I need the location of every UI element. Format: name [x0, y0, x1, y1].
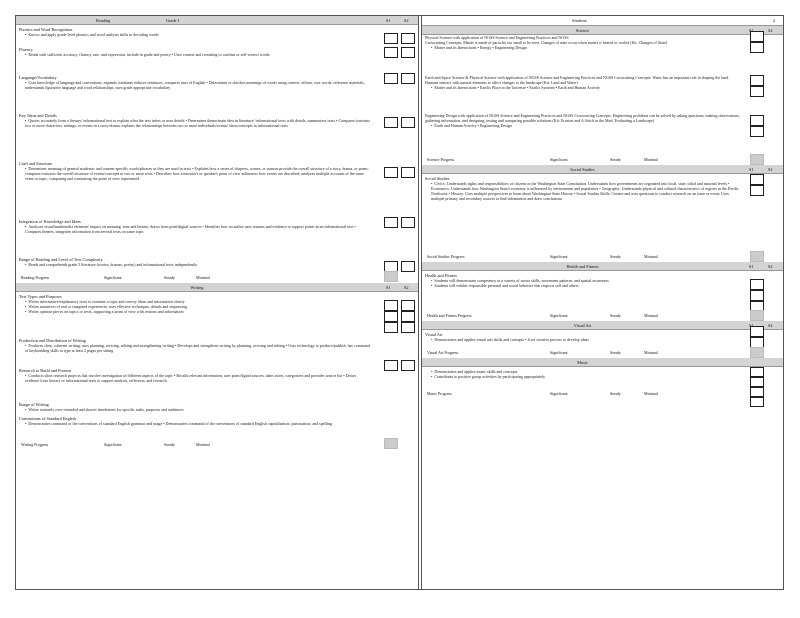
grade-box-s2[interactable] — [750, 42, 764, 53]
section-heading: Health and Fitness — [425, 273, 457, 278]
reading-header — [16, 16, 418, 25]
grade-box-s2[interactable] — [750, 377, 764, 387]
grade-boxes — [384, 217, 418, 228]
grade-boxes — [750, 174, 783, 196]
progress-steady: Steady — [164, 442, 175, 447]
grade-boxes — [384, 47, 418, 58]
progress-minimal: Minimal — [644, 157, 658, 162]
standard-item: • Uses knowledge of language and conventions, expands combines reduces sentences, compares uses of English • Determines or clarifies meanings of words using context, affixes, root words, reference materials, understands figurative language and word relationships, uses grade appropriate vocabulary — [19, 80, 370, 90]
standard-item: • Students will demonstrate competency in a variety of motor skills, movement patterns, and spatial awareness — [425, 278, 743, 283]
standard-item: • Determines meaning of general academic and content-specific words/phrases as they are used in texts • Explains how a series of chapters, scenes, or stanzas provide the overall structure of a story, drama, or poem; compares/contrasts the overall structure of events/concepts in two or more texts • Describes how a narrator's or speaker's point of view influences how events are described; analyzes multiple accounts of the same event or topic, comparing and contrasting the point of view represented — [19, 166, 370, 181]
grade-boxes — [750, 75, 783, 97]
standard-item: • Knows and apply grade-level phonics and word analysis skills in decoding words — [19, 32, 370, 37]
section-heading: Range of Reading and Level of Text Complexity — [19, 257, 103, 262]
grade-box-s1[interactable] — [750, 174, 764, 185]
science-progress-row — [422, 155, 783, 165]
grade-box-s1[interactable] — [384, 167, 398, 178]
health-header — [422, 262, 783, 271]
grade-box-s2[interactable] — [401, 117, 415, 128]
standard-item: • Reads and comprehends grade 5 literature (stories, dramas, poetry) and informational texts independently — [19, 262, 370, 267]
semester-2-label: S2 — [768, 264, 773, 269]
standard-item: • Students will exhibit responsible personal and social behavior that respects self and others — [425, 283, 743, 288]
semester-2-label: S2 — [404, 18, 409, 23]
grade-box-s2[interactable] — [750, 290, 764, 301]
visual-art-title: Visual Art — [573, 323, 592, 328]
grade-box-s1[interactable] — [750, 115, 764, 126]
section-heading: Key Ideas and Details — [19, 113, 57, 118]
grade-box-s2[interactable] — [750, 126, 764, 137]
writing-section — [16, 292, 418, 450]
standard-item: • Contributes to positive group activities by participating appropriately — [425, 374, 743, 379]
reading-section — [16, 25, 418, 283]
progress-box-s2[interactable] — [750, 310, 764, 321]
grade-box-s1[interactable] — [384, 217, 398, 228]
grade-boxes — [750, 31, 783, 53]
student-label: Student: — [572, 18, 588, 23]
progress-label: Science Progress — [427, 157, 455, 162]
semester-1-label: S1 — [386, 18, 391, 23]
science-title: Science — [575, 28, 590, 33]
progress-box-s2[interactable] — [750, 154, 764, 165]
grade-box-s2[interactable] — [401, 300, 415, 311]
grade-box-s1[interactable] — [750, 75, 764, 86]
semester-1-label: S1 — [749, 167, 754, 172]
reading-title: Reading — [96, 18, 111, 23]
progress-box-s2[interactable] — [384, 438, 398, 449]
student-header — [422, 16, 783, 26]
grade-box-s2[interactable] — [401, 261, 415, 272]
standard-item: • Demonstrates and applies music skills and concepts — [425, 369, 743, 374]
semester-2-label: S2 — [768, 323, 773, 328]
music-title: Music — [577, 360, 588, 365]
grade-box-s1[interactable] — [384, 73, 398, 84]
section-heading: Language/Vocabulary — [19, 75, 57, 80]
progress-significant: Significant — [550, 254, 568, 259]
progress-label: Social Studies Progress — [427, 254, 465, 259]
standard-item: • Writes opinion pieces on topics or texts, supporting a point of view with reasons and information — [19, 309, 370, 314]
progress-box-s2[interactable] — [750, 347, 764, 358]
progress-label: Reading Progress — [21, 275, 50, 280]
science-line: Earth and Space Science & Physical Science with application of NGSS Science and Engineering Practices and NGSS Crosscutting Concepts: Water has an important role in shaping the land. Humans interact with natural elements to affect changes to the landscape (Kit: Land and Water) — [425, 75, 729, 85]
semester-1-label: S1 — [386, 285, 391, 290]
grade-box-s1[interactable] — [750, 279, 764, 290]
grade-box-s2[interactable] — [750, 185, 764, 196]
progress-steady: Steady — [610, 391, 621, 396]
science-line: Crosscutting Concepts: Matter is made of particles too small to be seen. Changes of state occur when matter is heated or cooled (Kit: Changes of State) — [425, 40, 668, 45]
standard-item: • Analyzes visual/multimedia elements' impact on meaning, tone and beauty; draws from print/digital sources • Identifies how an author uses reasons and evidence to support points in an informational text • Compares themes, integrates information from several texts on same topic — [19, 224, 370, 234]
semester-2-label: S2 — [768, 167, 773, 172]
visual-art-progress-row — [422, 348, 783, 358]
grade-boxes — [384, 167, 418, 178]
section-heading: Production and Distribution of Writing — [19, 338, 86, 343]
semester-2-label: S2 — [768, 28, 773, 33]
progress-box-s2[interactable] — [384, 271, 398, 282]
grade-box-s1[interactable] — [384, 360, 398, 371]
progress-significant: Significant — [104, 275, 122, 280]
grade-label: Grade 1 — [166, 18, 180, 23]
standard-item: • Matter and its Interactions • Earth's Place in the Universe • Earth's Systems • Earth and Human Activity — [425, 85, 743, 90]
left-column — [16, 16, 419, 589]
progress-significant: Significant — [104, 442, 122, 447]
grade-boxes — [384, 117, 418, 128]
standard-item: • Conducts short research projects that involve investigation of different aspects of the topic • Recalls relevant information, uses print/digital sources, takes notes, categorizes and provides source list • Draws evidence from literary or informational texts to support analysis, reflection, and research — [19, 373, 370, 383]
grade-box-s1[interactable] — [384, 322, 398, 333]
grade-box-s2[interactable] — [401, 33, 415, 44]
progress-minimal: Minimal — [196, 442, 210, 447]
grade-box-s2[interactable] — [401, 217, 415, 228]
report-card-page — [15, 15, 784, 590]
science-line: Engineering Design with application of NGSS Science and Engineering Practices and NGSS Crosscutting Concepts: Engineering problems can be solved by asking questions, making observations, gathering information, and designing, testing and comparing possible solutions (Kit: Erosion and A Stitch in the Mud: Evaluating a Landscape) — [425, 113, 740, 123]
grade-boxes — [750, 326, 783, 348]
progress-box-s2[interactable] — [750, 251, 764, 262]
section-heading: Craft and Structure — [19, 161, 52, 166]
grade-box-s2[interactable] — [401, 322, 415, 333]
section-heading: Phonics and Word Recognition — [19, 27, 73, 32]
grade-boxes — [384, 300, 418, 333]
progress-minimal: Minimal — [644, 254, 658, 259]
progress-label: Music Progress — [427, 391, 452, 396]
grade-box-s1[interactable] — [384, 311, 398, 322]
section-heading: Text Types and Purposes — [19, 294, 62, 299]
science-line: Physical Science with application of NGSS Science and Engineering Practices and NGSS — [425, 35, 569, 40]
standard-item: • Produces clear, coherent writing, uses planning, revising, editing and strengthening writing • Develops and strengthens writing by planning, revising and editing • Uses technology to produce/publish, has command of keyboarding skills to type at least 2 pages per sitting — [19, 343, 370, 353]
standard-item: • Quotes accurately from a literary/ informational text to explain what the text infers or uses details • Determines theme/main idea in literature/ informational texts with details, summarizes texts • Compares/contrasts two or more characters, settings, or events in a story/drama, explains the relationships between two or more individuals/events/ ideas/concepts in informational texts — [19, 118, 370, 128]
grade-box-s2[interactable] — [401, 47, 415, 58]
section-heading: Integration of Knowledge and Ideas — [19, 219, 81, 224]
grade-box-s1[interactable] — [384, 47, 398, 58]
progress-steady: Steady — [610, 254, 621, 259]
grade-box-s1[interactable] — [750, 326, 764, 337]
health-title: Health and Fitness — [566, 264, 599, 269]
progress-minimal: Minimal — [196, 275, 210, 280]
social-studies-title: Social Studies — [570, 167, 595, 172]
progress-steady: Steady — [164, 275, 175, 280]
music-section — [422, 367, 783, 399]
writing-progress-row — [16, 440, 418, 450]
page-number: 2 — [772, 18, 775, 23]
semester-2-label: S2 — [404, 285, 409, 290]
social-studies-section — [422, 174, 783, 262]
progress-significant: Significant — [550, 391, 568, 396]
standard-item: • Matter and its Interactions • Energy • Engineering Design — [425, 45, 743, 50]
music-progress-row — [422, 389, 783, 399]
science-header — [422, 26, 783, 35]
health-section — [422, 271, 783, 321]
progress-significant: Significant — [550, 350, 568, 355]
standard-item: • Demonstrates command of the conventions of standard English grammar and usage • Demonstrates command of the conventions of standard English capitalization, punctuation, and spelling — [19, 421, 370, 426]
visual-art-header — [422, 321, 783, 330]
progress-minimal: Minimal — [644, 313, 658, 318]
grade-boxes — [384, 360, 418, 371]
progress-minimal: Minimal — [644, 350, 658, 355]
standard-item: • Writes routinely over extended and shorter timeframes for specific tasks, purposes and audiences — [19, 407, 370, 412]
writing-header — [16, 283, 418, 292]
progress-steady: Steady — [610, 313, 621, 318]
semester-1-label: S1 — [749, 264, 754, 269]
grade-boxes — [750, 367, 783, 407]
grade-box-s2[interactable] — [750, 86, 764, 97]
progress-label: Health and Fitness Progress — [427, 313, 472, 318]
section-heading: Fluency — [19, 47, 33, 52]
music-header — [422, 358, 783, 367]
health-progress-row — [422, 311, 783, 321]
writing-title: Writing — [190, 285, 204, 290]
progress-minimal: Minimal — [644, 391, 658, 396]
section-heading: Social Studies — [425, 176, 450, 181]
grade-box-s2[interactable] — [401, 360, 415, 371]
grade-boxes — [750, 115, 783, 137]
social-studies-header — [422, 165, 783, 174]
progress-steady: Steady — [610, 350, 621, 355]
reading-progress-row — [16, 273, 418, 283]
standard-item: • Writes informative/explanatory texts to examine a topic and convey ideas and information clearly — [19, 299, 370, 304]
standard-item: • Earth and Human Activity • Engineering Design — [425, 123, 743, 128]
grade-box-s1[interactable] — [384, 117, 398, 128]
science-section — [422, 35, 783, 165]
section-heading: Research to Build and Present — [19, 368, 71, 373]
standard-item: • Civics: Understands rights and responsibilities of citizens in the Washington State Constitution. Understands how governments are organized into local, state, tribal and national levels • Economics: Understands how Washington State's economy is influenced by environment and population • Geography: Understands physical and cultural characteristics of regions in the Pacific Northwest • History: Uses multiple perspectives to learn about Washington State History • Social Studies Skills: Creates and uses questions to conduct research on an issue or event; Uses multiple primary and secondary sources to find information and draw conclusions — [425, 181, 743, 201]
social-progress-row — [422, 252, 783, 262]
grade-box-s1[interactable] — [384, 33, 398, 44]
grade-boxes — [384, 33, 418, 44]
section-heading: Visual Art — [425, 332, 443, 337]
section-heading: Range of Writing — [19, 402, 49, 407]
grade-box-s2[interactable] — [401, 311, 415, 322]
grade-box-s2[interactable] — [401, 73, 415, 84]
visual-art-section — [422, 330, 783, 358]
section-heading: Conventions of Standard English — [19, 416, 76, 421]
grade-box-s1[interactable] — [750, 31, 764, 42]
progress-label: Writing Progress — [21, 442, 49, 447]
standard-item: • Reads with sufficient accuracy, fluency, rate, and expression, include in grade and poetry • Uses context and rereading to confirm or self-correct words — [19, 52, 370, 57]
grade-boxes — [384, 73, 418, 84]
progress-significant: Significant — [550, 313, 568, 318]
progress-steady: Steady — [610, 157, 621, 162]
grade-box-s1[interactable] — [384, 300, 398, 311]
standard-item: • Demonstrates and applies visual arts skills and concepts • Uses creative process to develop ideas — [425, 337, 743, 342]
grade-box-s2[interactable] — [401, 167, 415, 178]
grade-box-s1[interactable] — [750, 367, 764, 377]
right-column — [421, 16, 783, 589]
progress-significant: Significant — [550, 157, 568, 162]
standard-item: • Writes narratives of real or imagined experiences, uses effective techniques, details and sequencing — [19, 304, 370, 309]
progress-label: Visual Art Progress — [427, 350, 459, 355]
